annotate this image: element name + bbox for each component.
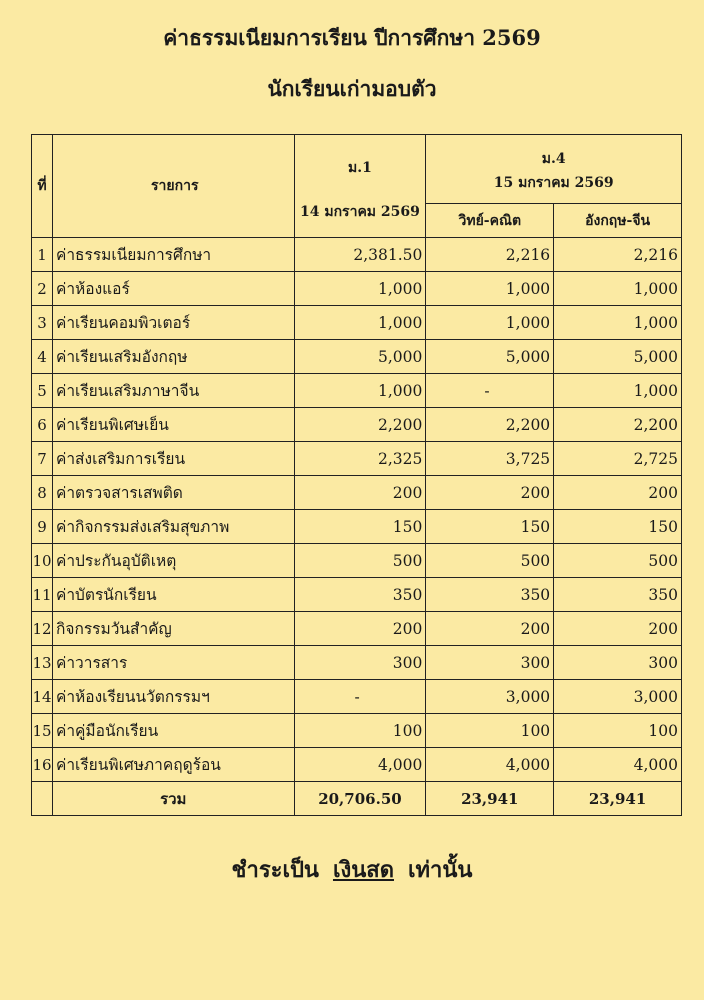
header-no: ที่: [32, 135, 53, 238]
header-m1: [294, 135, 426, 238]
table-row: [32, 238, 682, 272]
row-no: 11: [32, 578, 53, 612]
row-item: ค่ากิจกรรมส่งเสริมสุขภาพ: [52, 510, 294, 544]
row-no: 4: [32, 340, 53, 374]
total-label: รวม: [52, 782, 294, 816]
row-m1: 1,000: [294, 306, 426, 340]
table-row: [32, 578, 682, 612]
row-m1: 200: [294, 612, 426, 646]
row-item: ค่าคู่มือนักเรียน: [52, 714, 294, 748]
row-sci-math: 500: [426, 544, 554, 578]
document-title: ค่าธรรมเนียมการเรียน ปีการศึกษา 2569: [163, 25, 541, 50]
row-eng-chi: 350: [554, 578, 682, 612]
row-eng-chi: 1,000: [554, 272, 682, 306]
row-eng-chi: 2,725: [554, 442, 682, 476]
row-eng-chi: 5,000: [554, 340, 682, 374]
table-row: [32, 510, 682, 544]
table-row: [32, 374, 682, 408]
table-row: [32, 612, 682, 646]
table-row: [32, 544, 682, 578]
table-row: [32, 408, 682, 442]
row-sci-math: 2,200: [426, 408, 554, 442]
total-sci-math: 23,941: [426, 782, 554, 816]
row-sci-math: -: [426, 374, 554, 408]
row-item: ค่าธรรมเนียมการศึกษา: [52, 238, 294, 272]
row-m1: 1,000: [294, 272, 426, 306]
row-sci-math: 150: [426, 510, 554, 544]
payment-note-pre: ชำระเป็น: [231, 857, 319, 883]
payment-note-post: เท่านั้น: [408, 857, 473, 883]
table-row: [32, 442, 682, 476]
row-eng-chi: 200: [554, 612, 682, 646]
row-sci-math: 4,000: [426, 748, 554, 782]
table-row: [32, 646, 682, 680]
row-sci-math: 5,000: [426, 340, 554, 374]
row-sci-math: 3,725: [426, 442, 554, 476]
row-sci-math: 1,000: [426, 272, 554, 306]
row-no: 13: [32, 646, 53, 680]
row-no: 8: [32, 476, 53, 510]
row-eng-chi: 1,000: [554, 306, 682, 340]
row-item: ค่าเรียนเสริมภาษาจีน: [52, 374, 294, 408]
total-eng-chi: 23,941: [554, 782, 682, 816]
row-no: 12: [32, 612, 53, 646]
row-eng-chi: 4,000: [554, 748, 682, 782]
table-row: [32, 476, 682, 510]
row-item: ค่าส่งเสริมการเรียน: [52, 442, 294, 476]
row-eng-chi: 2,200: [554, 408, 682, 442]
row-no: 9: [32, 510, 53, 544]
row-no: 10: [32, 544, 53, 578]
table-row: [32, 306, 682, 340]
row-no: 7: [32, 442, 53, 476]
row-item: ค่าวารสาร: [52, 646, 294, 680]
table-row: [32, 680, 682, 714]
row-item: ค่าเรียนเสริมอังกฤษ: [52, 340, 294, 374]
fee-table: [31, 134, 682, 816]
row-m1: 1,000: [294, 374, 426, 408]
row-m1: 300: [294, 646, 426, 680]
row-no: 6: [32, 408, 53, 442]
header-m1-date: 14 มกราคม 2569: [300, 204, 420, 220]
header-m1-label: ม.1: [348, 160, 372, 176]
row-no: 16: [32, 748, 53, 782]
table-row: [32, 748, 682, 782]
row-m1: 350: [294, 578, 426, 612]
row-m1: 2,381.50: [294, 238, 426, 272]
row-m1: 2,200: [294, 408, 426, 442]
header-eng-chi: อังกฤษ-จีน: [554, 204, 682, 238]
row-m1: -: [294, 680, 426, 714]
total-row: [32, 782, 682, 816]
row-m1: 200: [294, 476, 426, 510]
row-item: ค่าห้องแอร์: [52, 272, 294, 306]
row-no: 1: [32, 238, 53, 272]
row-sci-math: 3,000: [426, 680, 554, 714]
row-item: ค่าเรียนคอมพิวเตอร์: [52, 306, 294, 340]
row-eng-chi: 1,000: [554, 374, 682, 408]
row-sci-math: 200: [426, 612, 554, 646]
row-item: ค่าประกันอุบัติเหตุ: [52, 544, 294, 578]
row-no: 3: [32, 306, 53, 340]
payment-note-cash: เงินสด: [332, 857, 394, 883]
row-m1: 4,000: [294, 748, 426, 782]
row-item: ค่าเรียนพิเศษภาคฤดูร้อน: [52, 748, 294, 782]
document-subtitle: นักเรียนเก่ามอบตัว: [267, 76, 437, 101]
row-no: 2: [32, 272, 53, 306]
header-item: รายการ: [52, 135, 294, 238]
payment-note: [0, 852, 704, 887]
row-item: ค่าบัตรนักเรียน: [52, 578, 294, 612]
header-m4-label: ม.4: [541, 151, 566, 167]
row-sci-math: 100: [426, 714, 554, 748]
table-row: [32, 272, 682, 306]
row-sci-math: 2,216: [426, 238, 554, 272]
row-item: ค่าเรียนพิเศษเย็น: [52, 408, 294, 442]
row-eng-chi: 3,000: [554, 680, 682, 714]
row-eng-chi: 100: [554, 714, 682, 748]
row-eng-chi: 150: [554, 510, 682, 544]
row-m1: 5,000: [294, 340, 426, 374]
total-m1: 20,706.50: [294, 782, 426, 816]
row-m1: 500: [294, 544, 426, 578]
row-item: ค่าห้องเรียนนวัตกรรมฯ: [52, 680, 294, 714]
row-m1: 2,325: [294, 442, 426, 476]
row-sci-math: 300: [426, 646, 554, 680]
row-eng-chi: 2,216: [554, 238, 682, 272]
row-eng-chi: 200: [554, 476, 682, 510]
row-sci-math: 200: [426, 476, 554, 510]
row-no: 14: [32, 680, 53, 714]
row-item: ค่าตรวจสารเสพติด: [52, 476, 294, 510]
row-m1: 150: [294, 510, 426, 544]
header-sci-math: วิทย์-คณิต: [426, 204, 554, 238]
row-sci-math: 350: [426, 578, 554, 612]
row-item: กิจกรรมวันสำคัญ: [52, 612, 294, 646]
total-no-cell: [32, 782, 53, 816]
header-m4: [426, 135, 682, 204]
row-eng-chi: 500: [554, 544, 682, 578]
row-sci-math: 1,000: [426, 306, 554, 340]
row-no: 5: [32, 374, 53, 408]
table-row: [32, 714, 682, 748]
table-row: [32, 340, 682, 374]
row-eng-chi: 300: [554, 646, 682, 680]
row-m1: 100: [294, 714, 426, 748]
row-no: 15: [32, 714, 53, 748]
header-m4-date: 15 มกราคม 2569: [493, 175, 614, 191]
